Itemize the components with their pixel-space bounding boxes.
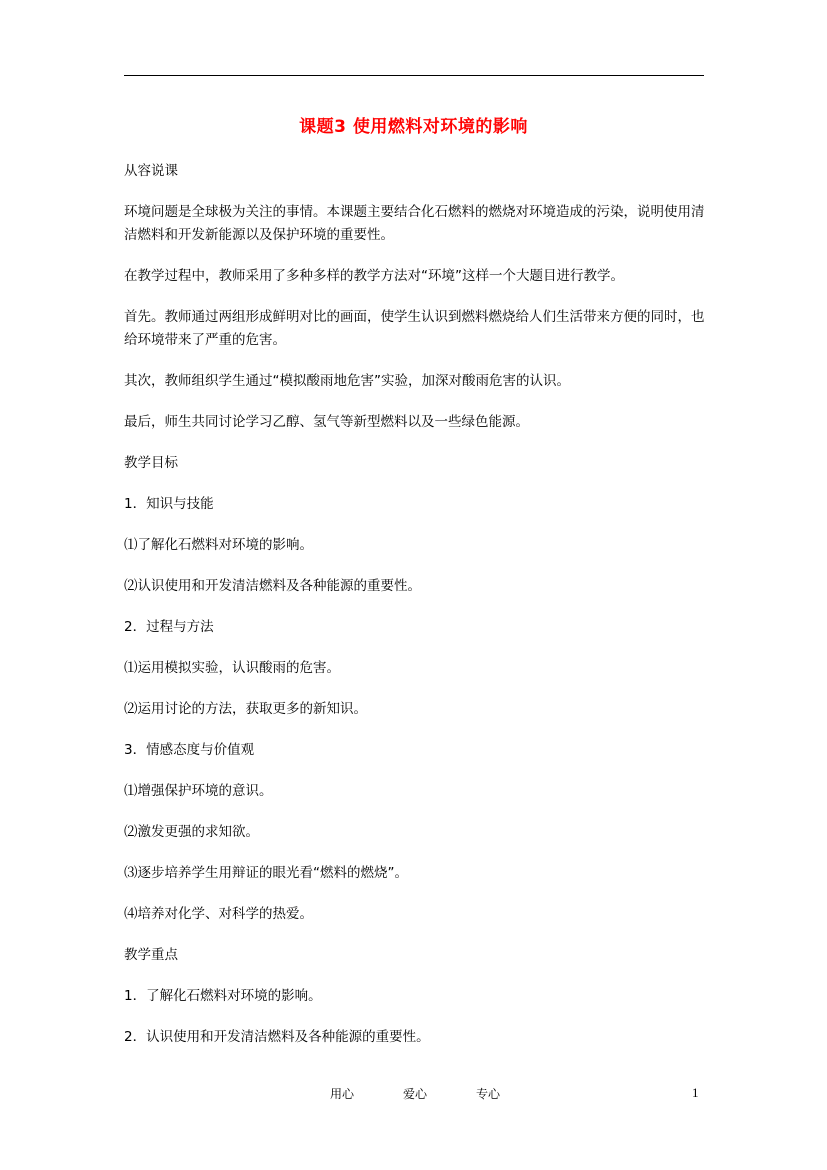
subsection-heading: 2．过程与方法 (124, 619, 214, 635)
section-heading-lesson-notes: 从容说课 (124, 163, 178, 179)
footer-motto (330, 1085, 500, 1102)
list-item: ⑴了解化石燃料对环境的影响。 (124, 537, 313, 553)
list-item: ⑵激发更强的求知欲。 (124, 824, 259, 840)
header-rule (124, 75, 704, 76)
list-item: ⑷培养对化学、对科学的热爱。 (124, 906, 313, 922)
document-body (124, 160, 706, 1067)
subsection-heading: 1．知识与技能 (124, 496, 214, 512)
page-footer (0, 1085, 827, 1105)
subsection-heading: 3．情感态度与价值观 (124, 742, 255, 758)
list-item: ⑶逐步培养学生用辩证的眼光看“燃料的燃烧”。 (124, 865, 408, 881)
footer-motto-item: 爱心 (402, 1087, 427, 1101)
footer-motto-item: 专心 (475, 1087, 500, 1101)
body-paragraph: 环境问题是全球极为关注的事情。本课题主要结合化石燃料的燃烧对环境造成的污染，说明使用清洁燃料和开发新能源以及保护环境的重要性。 (124, 204, 705, 243)
footer-motto-item: 用心 (330, 1087, 355, 1101)
section-heading-objectives: 教学目标 (124, 455, 178, 471)
page-number: 1 (692, 1085, 699, 1100)
body-paragraph: 最后，师生共同讨论学习乙醇、氢气等新型燃料以及一些绿色能源。 (124, 414, 529, 430)
list-item: ⑴运用模拟实验，认识酸雨的危害。 (124, 660, 340, 676)
body-paragraph: 其次，教师组织学生通过“模拟酸雨地危害”实验，加深对酸雨危害的认识。 (124, 373, 570, 389)
body-paragraph: 在教学过程中，教师采用了多种多样的教学方法对“环境”这样一个大题目进行教学。 (124, 268, 624, 284)
body-paragraph: 首先。教师通过两组形成鲜明对比的画面，使学生认识到燃料燃烧给人们生活带来方便的同时，也给环境带来了严重的危害。 (124, 309, 705, 348)
list-item: ⑴增强保护环境的意识。 (124, 783, 273, 799)
list-item: 2．认识使用和开发清洁燃料及各种能源的重要性。 (124, 1029, 430, 1045)
list-item: 1．了解化石燃料对环境的影响。 (124, 988, 322, 1004)
list-item: ⑵认识使用和开发清洁燃料及各种能源的重要性。 (124, 578, 421, 594)
document-title: 课题3 使用燃料对环境的影响 (299, 117, 528, 137)
section-heading-key-points: 教学重点 (124, 947, 178, 963)
list-item: ⑵运用讨论的方法，获取更多的新知识。 (124, 701, 367, 717)
